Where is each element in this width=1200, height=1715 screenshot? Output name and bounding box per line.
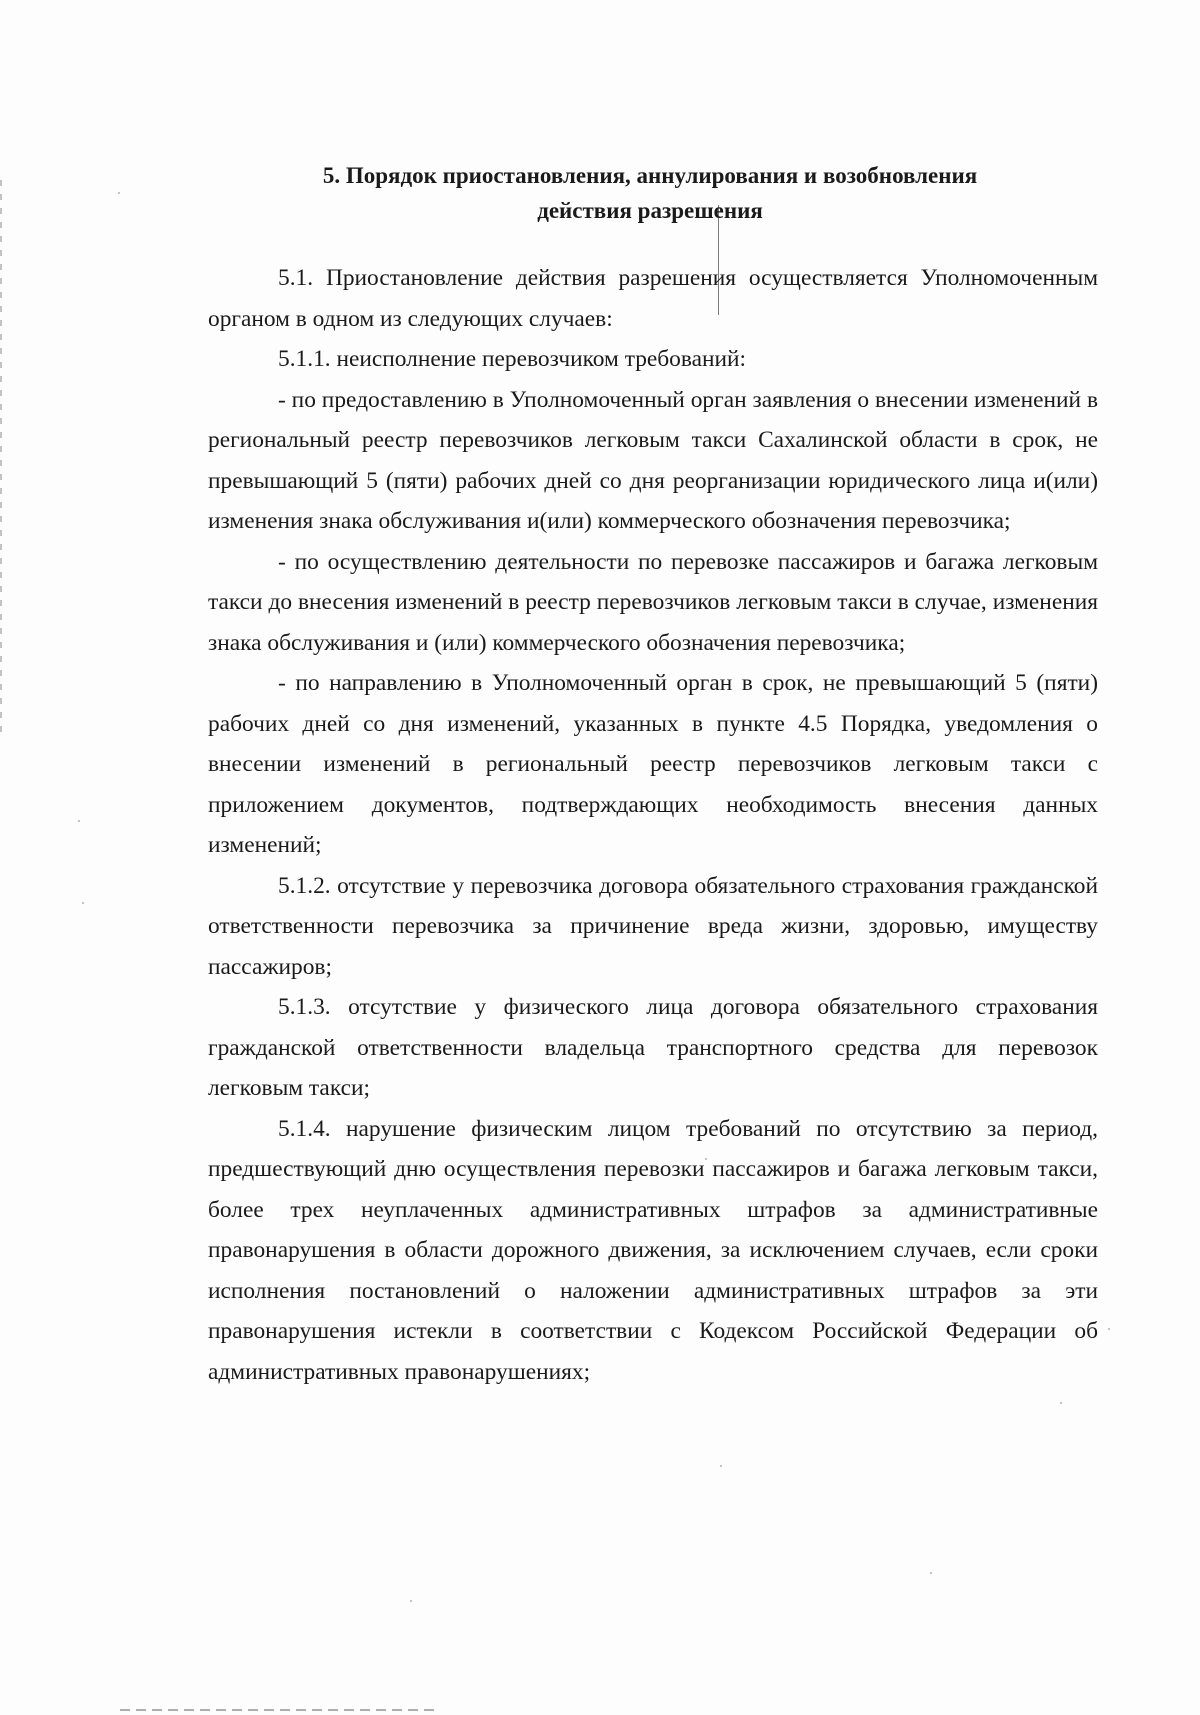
scan-edge-artifact	[0, 180, 2, 740]
scan-speck	[930, 1572, 932, 1574]
scan-edge-artifact	[120, 1709, 440, 1711]
scan-speck	[410, 1600, 412, 1602]
paragraph-5-1-2: 5.1.2. отсутствие у перевозчика договора обязательного страхования гражданской ответственности перевозчика за причинение вреда жизни, здоровью, имуществу пассажиров;	[208, 872, 1098, 980]
section-heading-line: действия разрешения	[537, 198, 763, 223]
scan-speck	[720, 1465, 722, 1467]
paragraph-5-1-3: 5.1.3. отсутствие у физического лица договора обязательного страхования гражданской ответственности владельца транспортного средства для перевозок легковым такси;	[208, 994, 1098, 1101]
scan-speck	[118, 192, 120, 194]
section-body	[208, 258, 1098, 1392]
scan-speck	[78, 820, 80, 822]
scan-speck	[82, 902, 84, 904]
scan-speck	[1060, 1402, 1062, 1404]
list-item: - по предоставлению в Уполномоченный орган заявления о внесении изменений в региональный реестр перевозчиков легковым такси Сахалинской области в срок, не превышающий 5 (пяти) рабочих дней со дня реорганизации юридического лица и(или) изменения знака обслуживания и(или) коммерческого обозначения перевозчика;	[208, 386, 1098, 534]
scan-speck	[1108, 1328, 1110, 1330]
section-heading-line: 5. Порядок приостановления, аннулирования и возобновления	[322, 163, 978, 188]
list-item: - по направлению в Уполномоченный орган в срок, не превышающий 5 (пяти) рабочих дней со дня изменений, указанных в пункте 4.5 Порядка, уведомления о внесении изменений в региональный реестр перевозчиков легковым такси с приложением документов, подтверждающих необходимость внесения данных изменений;	[208, 670, 1098, 858]
paragraph-5-1-4: 5.1.4. нарушение физическим лицом требований по отсутствию за период, предшествующий дню осуществления перевозки пассажиров и багажа легковым такси, более трех неуплаченных административных штрафов за административные правонарушения в области дорожного движения, за исключением случаев, если сроки исполнения постановлений о наложении административных штрафов за эти правонарушения истекли в соответствии с Кодексом Российской Федерации об административных правонарушениях;	[208, 1115, 1098, 1385]
paragraph-5-1: 5.1. Приостановление действия разрешения осуществляется Уполномоченным органом в одном из следующих случаев:	[208, 265, 1098, 332]
list-item: - по осуществлению деятельности по перевозке пассажиров и багажа легковым такси до внесения изменений в реестр перевозчиков легковым такси в случае, изменения знака обслуживания и (или) коммерческого обозначения перевозчика;	[208, 548, 1098, 656]
paragraph-5-1-1: 5.1.1. неисполнение перевозчиком требований:	[278, 346, 747, 372]
section-heading	[200, 158, 1100, 228]
